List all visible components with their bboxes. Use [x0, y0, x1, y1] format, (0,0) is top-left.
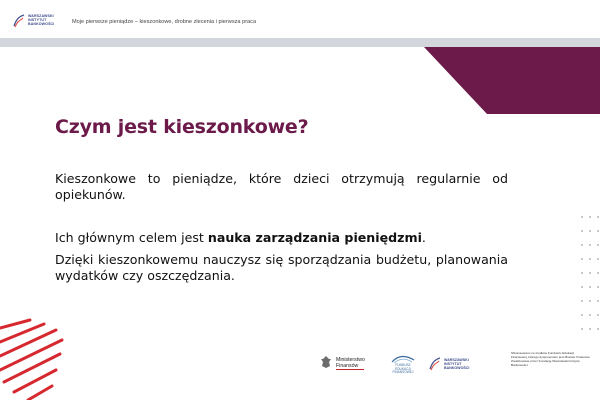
ministry-underline [336, 369, 364, 370]
wib-footer-swirl-icon [428, 356, 442, 372]
paragraph-benefits: Dzięki kieszonkowemu nauczysz się sporządzania budżetu, planowania wydatków czy oszczędzania. [55, 252, 508, 283]
funding-note: Sfinansowano ze środków Funduszu Edukacji Finansowej, którego dysponentem jest Minister Finansów. Zrealizowane przez Fundację Warszawski Instytut Bankowości. [511, 351, 591, 367]
dot-pattern [578, 213, 600, 333]
ministry-of-finance-logo [320, 353, 378, 373]
paragraph-goal-prefix: Ich głównym celem jest [55, 230, 208, 245]
wib-footer-text: WARSZAWSKI INSTYTUT BANKOWOŚCI [444, 358, 470, 371]
fundusz-name: FUNDUSZ EDUKACJI FINANSOWEJ [392, 363, 414, 375]
paragraph-goal-bold: nauka zarządzania pieniędzmi [207, 230, 422, 245]
wib-footer-logo [428, 356, 480, 374]
wib-logo-text: WARSZAWSKI INSTYTUT BANKOWOŚCI [28, 14, 55, 27]
paragraph-goal-suffix: . [421, 230, 426, 245]
fundusz-edukacji-logo [388, 354, 418, 376]
paragraph-definition: Kieszonkowe to pieniądze, które dzieci otrzymują regularnie od opiekunów. [55, 171, 508, 202]
red-brush-lines [0, 312, 80, 400]
header-title: Moje pierwsze pieniądze – kieszonkowe, drobne zlecenia i pierwsza praca [72, 19, 257, 25]
eagle-emblem-icon [320, 355, 332, 369]
paragraph-goal [55, 230, 508, 246]
ministry-name: Ministerstwo Finansów [336, 357, 365, 369]
slide-heading: Czym jest kieszonkowe? [55, 116, 309, 138]
